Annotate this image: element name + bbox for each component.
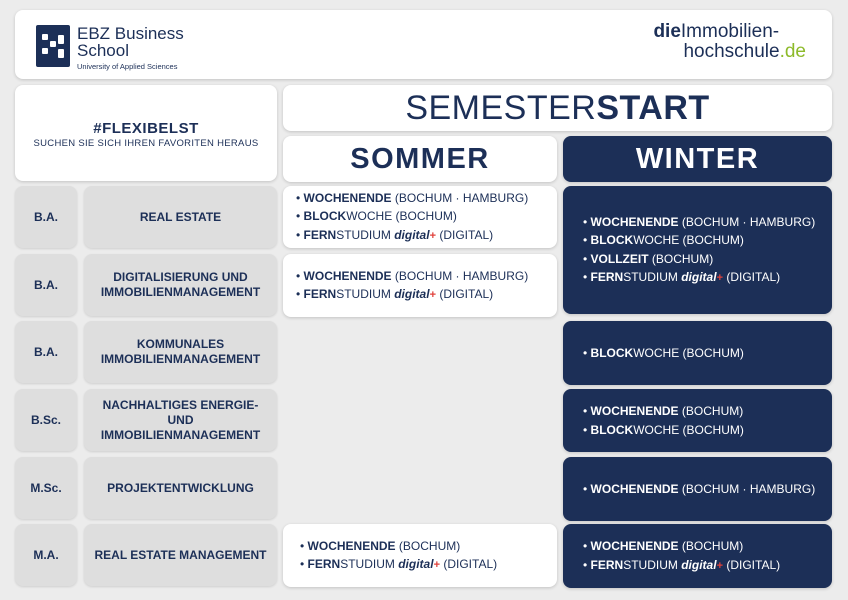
program-name-cell[interactable]: KOMMUNALES IMMOBILIENMANAGEMENT bbox=[84, 321, 277, 383]
bullet-icon: • bbox=[583, 404, 591, 418]
study-option[interactable] bbox=[583, 213, 832, 232]
study-option[interactable] bbox=[583, 250, 832, 269]
intro-hashtag: #FLEXIBELST bbox=[93, 120, 199, 137]
option-location: (BOCHUM) bbox=[678, 404, 744, 418]
option-format: WOCHENENDE bbox=[303, 190, 392, 205]
option-format: BLOCK bbox=[303, 209, 347, 224]
option-format: WOCHENENDE bbox=[590, 539, 679, 553]
bullet-icon: • bbox=[296, 209, 304, 224]
bullet-icon: • bbox=[583, 481, 591, 496]
semester-start-heading bbox=[283, 85, 832, 131]
option-format: WOCHENENDE bbox=[303, 268, 392, 283]
intro-box bbox=[15, 85, 277, 181]
plus-icon: + bbox=[716, 272, 723, 284]
option-location: (DIGITAL) bbox=[723, 557, 781, 572]
immobilienhochschule-logo[interactable] bbox=[653, 22, 806, 62]
plus-icon: + bbox=[429, 289, 436, 301]
study-option[interactable] bbox=[583, 231, 832, 250]
study-option[interactable] bbox=[583, 537, 832, 556]
option-location: (BOCHUM) bbox=[678, 539, 744, 553]
degree-cell: M.A. bbox=[15, 524, 77, 586]
bullet-icon: • bbox=[583, 214, 591, 229]
degree-cell: M.Sc. bbox=[15, 457, 77, 519]
bullet-icon: • bbox=[296, 268, 304, 283]
option-format: BLOCK bbox=[590, 233, 634, 247]
bullet-icon: • bbox=[296, 227, 304, 242]
winter-options bbox=[563, 186, 832, 314]
option-location: (BOCHUM · HAMBURG) bbox=[678, 481, 816, 496]
intro-subtitle: SUCHEN SIE SICH IHREN FAVORITEN HERAUS bbox=[33, 138, 259, 149]
program-name-cell[interactable]: NACHHALTIGES ENERGIE- UND IMMOBILIENMANAGEMENT bbox=[84, 389, 277, 451]
digital-plus-label: digital bbox=[394, 287, 430, 301]
option-format: FERN bbox=[303, 287, 337, 301]
study-option[interactable] bbox=[300, 555, 557, 575]
winter-options bbox=[563, 524, 832, 588]
option-location: WOCHE (BOCHUM) bbox=[346, 209, 457, 224]
study-option[interactable] bbox=[583, 421, 832, 440]
option-location: (BOCHUM) bbox=[648, 251, 714, 266]
option-format: BLOCK bbox=[590, 422, 634, 437]
ebz-logo-name-line1: EBZ Business bbox=[77, 24, 184, 43]
option-format: WOCHENENDE bbox=[590, 214, 679, 229]
option-location: STUDIUM bbox=[336, 227, 395, 242]
logo-tld: .de bbox=[779, 41, 806, 62]
bullet-icon: • bbox=[583, 233, 591, 247]
plus-icon: + bbox=[716, 559, 723, 572]
winter-options bbox=[563, 321, 832, 385]
logo-die: die bbox=[653, 21, 681, 42]
option-location: (DIGITAL) bbox=[723, 270, 781, 284]
option-location: STUDIUM bbox=[336, 287, 395, 301]
sommer-options bbox=[283, 254, 557, 317]
study-option[interactable] bbox=[583, 556, 832, 576]
semester-title-bold: START bbox=[596, 89, 710, 127]
option-format: FERN bbox=[307, 557, 341, 571]
bullet-icon: • bbox=[300, 538, 308, 553]
option-location: (BOCHUM · HAMBURG) bbox=[391, 268, 529, 283]
option-location: STUDIUM bbox=[623, 270, 682, 284]
study-option[interactable] bbox=[583, 402, 832, 421]
option-format: BLOCK bbox=[590, 345, 634, 360]
study-option[interactable] bbox=[296, 189, 557, 208]
option-location: WOCHE (BOCHUM) bbox=[633, 233, 744, 247]
option-location: (DIGITAL) bbox=[436, 287, 494, 301]
study-option[interactable] bbox=[300, 537, 557, 556]
degree-cell: B.Sc. bbox=[15, 389, 77, 451]
digital-plus-label: digital bbox=[398, 557, 434, 571]
ebz-logo-name-line2: School bbox=[77, 41, 129, 60]
degree-cell: B.A. bbox=[15, 254, 77, 316]
option-format: WOCHENENDE bbox=[590, 404, 679, 418]
program-name-cell[interactable]: PROJEKTENTWICKLUNG bbox=[84, 457, 277, 519]
study-option[interactable] bbox=[296, 285, 557, 305]
bullet-icon: • bbox=[583, 539, 591, 553]
ebz-logo-tagline: University of Applied Sciences bbox=[77, 62, 178, 71]
logo-immobilien: Immobilien- bbox=[680, 21, 780, 42]
option-location: (BOCHUM · HAMBURG) bbox=[391, 190, 529, 205]
bullet-icon: • bbox=[296, 190, 304, 205]
digital-plus-label: digital bbox=[681, 270, 717, 284]
logo-hochschule: hochschule bbox=[683, 41, 780, 62]
bullet-icon: • bbox=[583, 422, 591, 437]
option-format: WOCHENENDE bbox=[590, 481, 679, 496]
option-location: WOCHE (BOCHUM) bbox=[633, 345, 744, 360]
option-location: (DIGITAL) bbox=[436, 227, 494, 242]
option-location: STUDIUM bbox=[340, 557, 399, 571]
study-option[interactable] bbox=[583, 268, 832, 288]
option-location: (BOCHUM) bbox=[395, 538, 461, 553]
option-location: (DIGITAL) bbox=[440, 557, 498, 571]
winter-options bbox=[563, 389, 832, 452]
degree-cell: B.A. bbox=[15, 321, 77, 383]
study-option[interactable] bbox=[296, 226, 557, 246]
plus-icon: + bbox=[433, 559, 440, 571]
option-format: VOLLZEIT bbox=[590, 251, 649, 266]
bullet-icon: • bbox=[300, 557, 308, 571]
sommer-options bbox=[283, 186, 557, 248]
option-format: FERN bbox=[590, 270, 624, 284]
option-location: STUDIUM bbox=[623, 557, 682, 572]
option-location: WOCHE (BOCHUM) bbox=[633, 422, 744, 437]
ebz-logo[interactable] bbox=[36, 25, 184, 71]
column-header-winter: WINTER bbox=[563, 136, 832, 182]
bullet-icon: • bbox=[296, 287, 304, 301]
study-option[interactable] bbox=[583, 480, 832, 499]
option-format: FERN bbox=[590, 557, 624, 572]
bullet-icon: • bbox=[583, 557, 591, 572]
digital-plus-label: digital bbox=[394, 227, 430, 242]
sommer-options bbox=[283, 524, 557, 587]
header-bar bbox=[15, 10, 832, 79]
bullet-icon: • bbox=[583, 270, 591, 284]
option-format: WOCHENENDE bbox=[307, 538, 396, 553]
program-name-cell[interactable]: DIGITALISIERUNG UND IMMOBILIENMANAGEMENT bbox=[84, 254, 277, 316]
winter-options bbox=[563, 457, 832, 521]
digital-plus-label: digital bbox=[681, 557, 717, 572]
bullet-icon: • bbox=[583, 345, 591, 360]
option-format: FERN bbox=[303, 227, 337, 242]
option-location: (BOCHUM · HAMBURG) bbox=[678, 214, 816, 229]
study-option[interactable] bbox=[583, 344, 832, 363]
semester-title-light: SEMESTER bbox=[405, 89, 597, 127]
degree-cell: B.A. bbox=[15, 186, 77, 248]
program-name-cell[interactable]: REAL ESTATE MANAGEMENT bbox=[84, 524, 277, 586]
bullet-icon: • bbox=[583, 251, 591, 266]
program-name-cell[interactable]: REAL ESTATE bbox=[84, 186, 277, 248]
ebz-logo-icon bbox=[36, 25, 70, 67]
column-header-sommer: SOMMER bbox=[283, 136, 557, 182]
study-option[interactable] bbox=[296, 267, 557, 286]
study-option[interactable] bbox=[296, 207, 557, 226]
plus-icon: + bbox=[429, 229, 436, 242]
